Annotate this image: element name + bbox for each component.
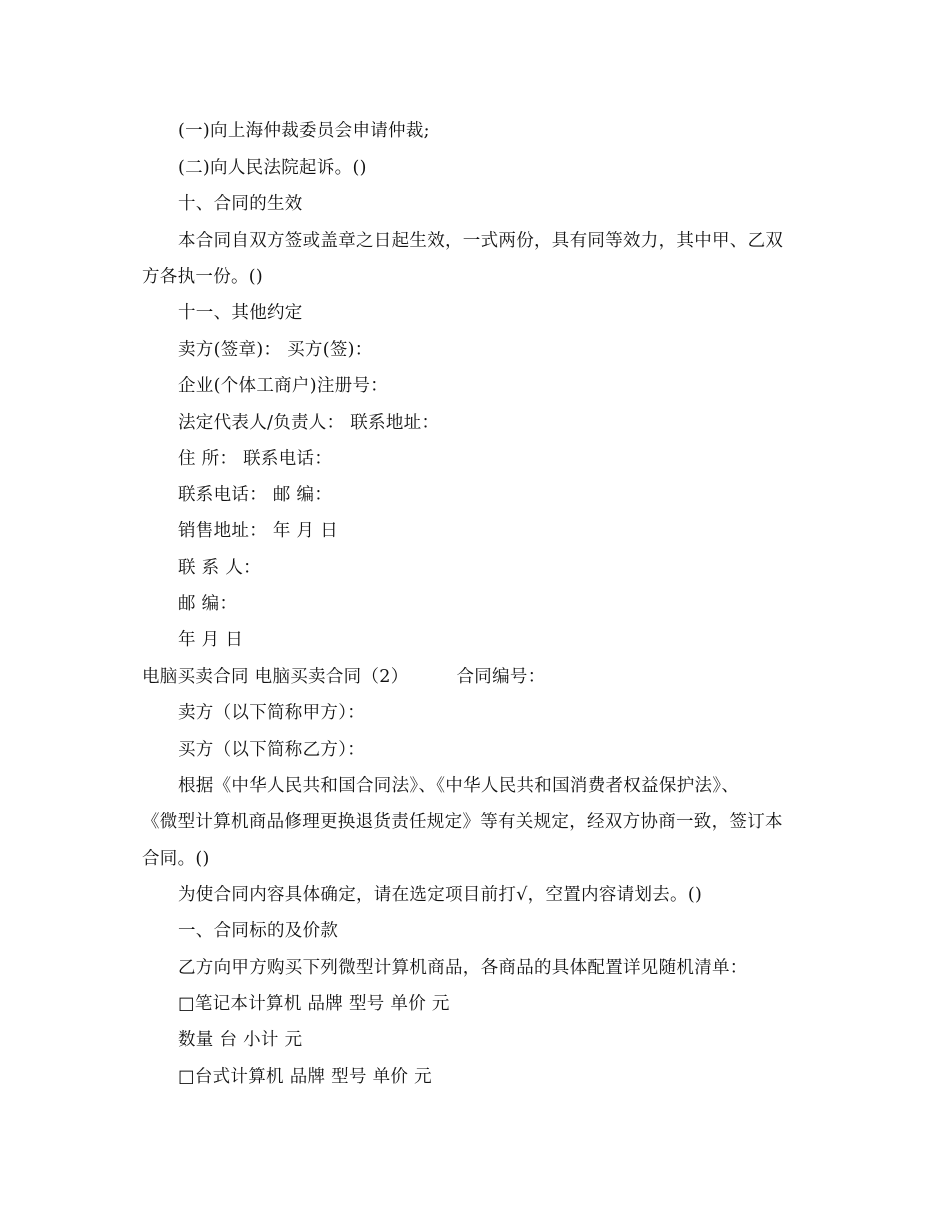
checkbox-item-line: □笔记本计算机 品牌 型号 单价 元 <box>178 994 450 1014</box>
text-line: 根据《中华人民共和国合同法》、《中华人民共和国消费者权益保护法》、 <box>178 776 740 796</box>
section-heading: 十、合同的生效 <box>178 194 303 214</box>
contract-title: 电脑买卖合同 电脑买卖合同（2） <box>142 667 409 687</box>
text-line: 年 月 日 <box>178 630 244 650</box>
text-line: 买方（以下简称乙方）： <box>178 740 366 760</box>
text-line: 合同。() <box>142 849 210 869</box>
text-line: 数量 台 小计 元 <box>178 1030 303 1050</box>
text-line: 联系电话： 邮 编： <box>178 485 333 505</box>
text-line: 本合同自双方签或盖章之日起生效，一式两份，具有同等效力，其中甲、乙双 <box>178 231 784 251</box>
section-heading: 一、合同标的及价款 <box>178 921 339 941</box>
text-line: 联 系 人： <box>178 558 261 578</box>
text-line: 卖方(签章)： 买方(签)： <box>178 340 373 360</box>
contract-heading-row <box>142 666 792 688</box>
text-line: 《微型计算机商品修理更换退货责任规定》等有关规定，经双方协商一致，签订本 <box>142 812 783 832</box>
text-line: 卖方（以下简称甲方）： <box>178 703 366 723</box>
text-line: 邮 编： <box>178 594 238 614</box>
checkbox-item-line: □台式计算机 品牌 型号 单价 元 <box>178 1067 432 1087</box>
text-line: 方各执一份。() <box>142 267 264 287</box>
contract-number-label: 合同编号： <box>456 667 546 687</box>
text-line: (二)向人民法院起诉。() <box>178 158 367 178</box>
text-line: (一)向上海仲裁委员会申请仲裁; <box>178 121 430 141</box>
text-line: 乙方向甲方购买下列微型计算机商品，各商品的具体配置详见随机清单： <box>178 958 748 978</box>
text-line: 企业(个体工商户)注册号： <box>178 376 389 396</box>
text-line: 法定代表人/负责人： 联系地址： <box>178 413 440 433</box>
text-line: 为使合同内容具体确定，请在选定项目前打√，空置内容请划去。() <box>178 885 703 905</box>
text-line: 住 所： 联系电话： <box>178 449 333 469</box>
section-heading: 十一、其他约定 <box>178 303 303 323</box>
text-line: 销售地址： 年 月 日 <box>178 521 338 541</box>
